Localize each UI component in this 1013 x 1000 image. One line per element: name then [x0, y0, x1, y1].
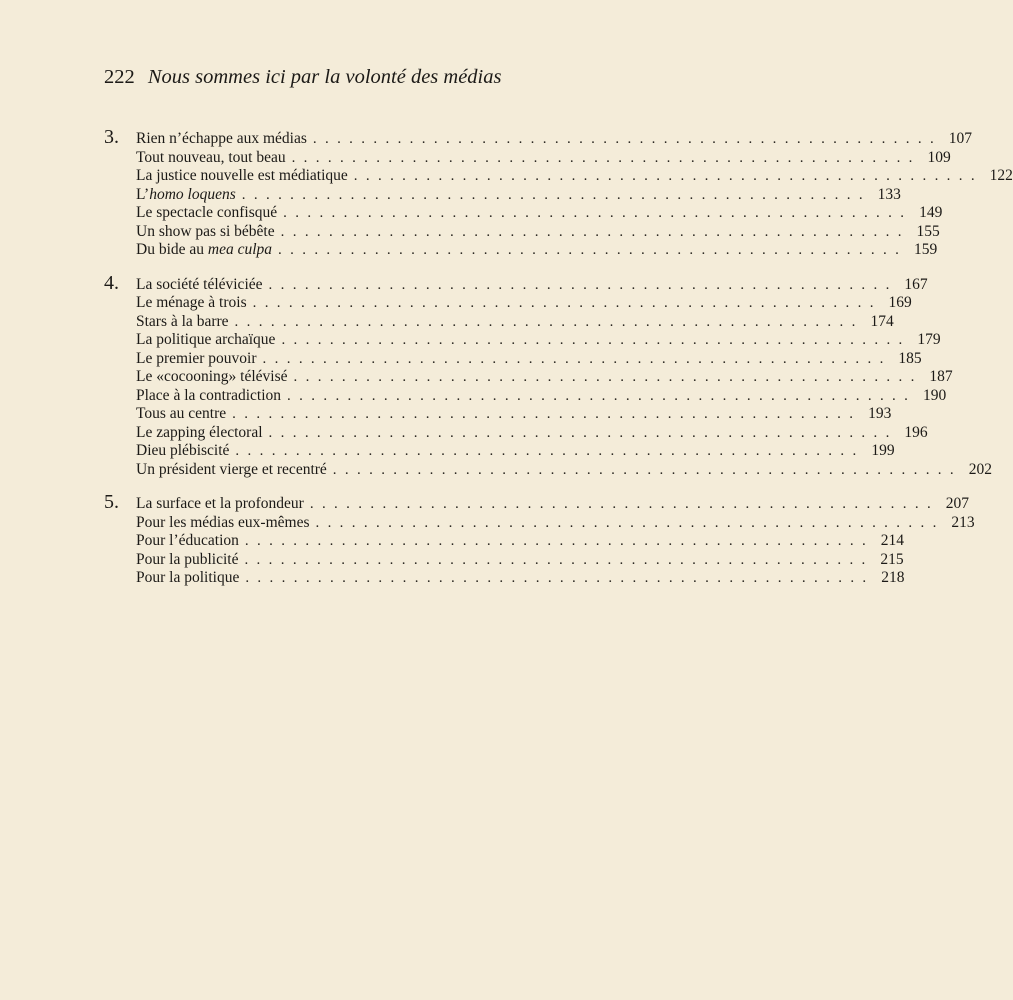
entry-title — [136, 149, 286, 168]
dot-leader: . . . . . . . . . . . . . . . . . . . . . . . . . . . . . . . . . . . . . . . . . . . . . . . . . . . . — [293, 369, 917, 385]
entry-page-number: 187 — [929, 368, 953, 385]
dot-leader: . . . . . . . . . . . . . . . . . . . . . . . . . . . . . . . . . . . . . . . . . . . . . . . . . . . . — [252, 295, 876, 311]
dot-leader: . . . . . . . . . . . . . . . . . . . . . . . . . . . . . . . . . . . . . . . . . . . . . . . . . . . . — [268, 276, 892, 293]
entry-page-number: 185 — [898, 349, 922, 367]
dot-leader: . . . . . . . . . . . . . . . . . . . . . . . . . . . . . . . . . . . . . . . . . . . . . . . . . . . . — [283, 205, 907, 221]
entry-page-number: 122 — [989, 167, 1013, 184]
dot-leader: . . . . . . . . . . . . . . . . . . . . . . . . . . . . . . . . . . . . . . . . . . . . . . . . . . . . — [332, 461, 956, 478]
entry-title-text: Tout nouveau, tout beau — [136, 148, 286, 166]
toc-section — [104, 126, 1013, 260]
entry-title-text: Du bide au — [136, 241, 208, 258]
dot-leader: . . . . . . . . . . . . . . . . . . . . . . . . . . . . . . . . . . . . . . . . . . . . . . . . . . . . — [281, 332, 905, 348]
toc-entry — [104, 405, 892, 424]
entry-title-text: Pour les médias eux-mêmes — [136, 513, 310, 531]
entry-title — [136, 424, 263, 443]
toc-entry — [104, 331, 941, 350]
toc-entry — [104, 204, 943, 223]
entry-title-text: La surface et la profondeur — [136, 495, 304, 512]
chapter-number: 3. — [104, 126, 119, 148]
header-page-number: 222 — [104, 66, 135, 88]
toc-entry — [104, 550, 904, 570]
toc-entry — [104, 167, 1013, 186]
running-header — [104, 66, 501, 89]
entry-title-text: Pour la publicité — [136, 550, 239, 568]
entry-title-text: La justice nouvelle est médiatique — [136, 167, 348, 184]
entry-title — [136, 387, 281, 406]
toc-entry — [104, 294, 912, 313]
toc-entry — [104, 349, 922, 369]
entry-page-number: 167 — [904, 275, 928, 293]
entry-page-number: 196 — [904, 423, 928, 441]
entry-title-text: Tous au centre — [136, 405, 227, 422]
dot-leader: . . . . . . . . . . . . . . . . . . . . . . . . . . . . . . . . . . . . . . . . . . . . . . . . . . . . — [312, 131, 937, 147]
dot-leader: . . . . . . . . . . . . . . . . . . . . . . . . . . . . . . . . . . . . . . . . . . . . . . . . . . . . — [287, 387, 911, 404]
entry-title-text: Le premier pouvoir — [136, 349, 257, 367]
entry-page-number: 190 — [922, 386, 947, 404]
entry-page-number: 107 — [948, 130, 973, 147]
entry-title-text: Pour l’éducation — [136, 532, 239, 549]
entry-title-text: Le «cocooning» télévisé — [136, 368, 288, 385]
toc-entry — [104, 222, 940, 242]
entry-title — [136, 241, 272, 260]
chapter-number: 5. — [104, 491, 119, 513]
dot-leader: . . . . . . . . . . . . . . . . . . . . . . . . . . . . . . . . . . . . . . . . . . . . . . . . . . . . — [309, 496, 933, 512]
entry-title-text: Place à la contradiction — [136, 386, 282, 404]
dot-leader: . . . . . . . . . . . . . . . . . . . . . . . . . . . . . . . . . . . . . . . . . . . . . . . . . . . . — [235, 443, 859, 459]
entry-title-text: Un show pas si bébête — [136, 222, 275, 240]
chapter-number: 4. — [104, 271, 119, 294]
toc-section — [104, 491, 975, 588]
dot-leader: . . . . . . . . . . . . . . . . . . . . . . . . . . . . . . . . . . . . . . . . . . . . . . . . . . . . — [232, 406, 856, 422]
entry-page-number: 202 — [968, 460, 992, 478]
dot-leader: . . . . . . . . . . . . . . . . . . . . . . . . . . . . . . . . . . . . . . . . . . . . . . . . . . . . — [234, 313, 858, 330]
entry-title — [136, 331, 275, 350]
entry-title-text: Le zapping électoral — [136, 423, 263, 441]
toc-entry — [104, 312, 894, 332]
toc-entry — [104, 442, 895, 461]
toc-entry — [104, 185, 901, 205]
entry-page-number: 193 — [868, 405, 892, 422]
toc-entry — [104, 241, 938, 260]
entry-title — [136, 532, 239, 551]
entry-title-text: Le ménage à trois — [136, 294, 247, 311]
toc-entry — [104, 271, 928, 295]
toc-entry — [104, 513, 975, 533]
entry-title-text: L’ — [136, 185, 150, 203]
entry-page-number: 169 — [888, 294, 912, 311]
toc-entry — [104, 148, 951, 168]
toc-entry — [104, 460, 992, 480]
entry-page-number: 214 — [880, 532, 905, 549]
toc-entry — [104, 126, 973, 149]
entry-title-text: Dieu plébiscité — [136, 442, 230, 459]
entry-title — [136, 405, 226, 424]
dot-leader: . . . . . . . . . . . . . . . . . . . . . . . . . . . . . . . . . . . . . . . . . . . . . . . . . . . . — [280, 223, 904, 240]
header-title: Nous sommes ici par la volonté des médias — [147, 66, 502, 88]
entry-title — [136, 350, 257, 369]
entry-title — [136, 495, 304, 514]
entry-title — [136, 551, 238, 570]
toc-entry — [104, 368, 953, 387]
entry-title — [136, 569, 239, 588]
entry-title — [136, 514, 309, 533]
entry-page-number: 199 — [871, 442, 895, 459]
toc-entry — [104, 569, 905, 588]
entry-title-text: La société téléviciée — [136, 275, 263, 293]
dot-leader: . . . . . . . . . . . . . . . . . . . . . . . . . . . . . . . . . . . . . . . . . . . . . . . . . . . . — [241, 186, 865, 203]
toc-entry — [104, 386, 947, 406]
entry-title — [136, 204, 277, 223]
toc-entry — [104, 491, 969, 514]
entry-title — [136, 276, 263, 295]
table-of-contents — [104, 126, 1013, 604]
entry-title — [136, 167, 348, 186]
entry-page-number: 207 — [945, 495, 969, 512]
dot-leader: . . . . . . . . . . . . . . . . . . . . . . . . . . . . . . . . . . . . . . . . . . . . . . . . . . . . — [262, 350, 886, 367]
entry-title-text: Pour la politique — [136, 569, 240, 586]
toc-entry — [104, 423, 928, 443]
dot-leader: . . . . . . . . . . . . . . . . . . . . . . . . . . . . . . . . . . . . . . . . . . . . . . . . . . . . — [315, 514, 939, 531]
dot-leader: . . . . . . . . . . . . . . . . . . . . . . . . . . . . . . . . . . . . . . . . . . . . . . . . . . . . — [268, 424, 892, 441]
entry-page-number: 179 — [917, 331, 941, 348]
entry-page-number: 149 — [919, 204, 943, 221]
entry-title-italic: homo loquens — [149, 185, 236, 203]
entry-title — [136, 368, 288, 387]
entry-page-number: 109 — [927, 148, 951, 166]
dot-leader: . . . . . . . . . . . . . . . . . . . . . . . . . . . . . . . . . . . . . . . . . . . . . . . . . . . . — [291, 149, 915, 166]
entry-title-italic: mea culpa — [207, 241, 273, 258]
entry-title-text: Stars à la barre — [136, 312, 229, 330]
entry-page-number: 133 — [877, 185, 901, 203]
dot-leader: . . . . . . . . . . . . . . . . . . . . . . . . . . . . . . . . . . . . . . . . . . . . . . . . . . . . — [244, 551, 868, 568]
toc-section — [104, 271, 992, 480]
entry-title-text: Le spectacle confisqué — [136, 204, 278, 221]
entry-title — [136, 313, 229, 332]
entry-page-number: 218 — [881, 569, 905, 586]
entry-page-number: 215 — [880, 550, 904, 568]
dot-leader: . . . . . . . . . . . . . . . . . . . . . . . . . . . . . . . . . . . . . . . . . . . . . . . . . . . . — [278, 242, 902, 258]
dot-leader: . . . . . . . . . . . . . . . . . . . . . . . . . . . . . . . . . . . . . . . . . . . . . . . . . . . . — [353, 168, 977, 184]
entry-page-number: 155 — [916, 222, 940, 240]
entry-title-text: La politique archaïque — [136, 331, 276, 348]
dot-leader: . . . . . . . . . . . . . . . . . . . . . . . . . . . . . . . . . . . . . . . . . . . . . . . . . . . . — [244, 533, 869, 549]
entry-title-text: Un président vierge et recentré — [136, 460, 327, 478]
entry-page-number: 174 — [870, 312, 894, 330]
entry-page-number: 213 — [951, 513, 975, 531]
entry-title — [136, 442, 229, 461]
toc-entry — [104, 532, 905, 551]
dot-leader: . . . . . . . . . . . . . . . . . . . . . . . . . . . . . . . . . . . . . . . . . . . . . . . . . . . . — [245, 570, 869, 586]
entry-title — [136, 130, 307, 149]
entry-title — [136, 186, 236, 205]
entry-page-number: 159 — [913, 241, 938, 258]
entry-title — [136, 461, 327, 480]
entry-title — [136, 294, 247, 313]
entry-title — [136, 223, 275, 242]
entry-title-text: Rien n’échappe aux médias — [136, 130, 307, 147]
